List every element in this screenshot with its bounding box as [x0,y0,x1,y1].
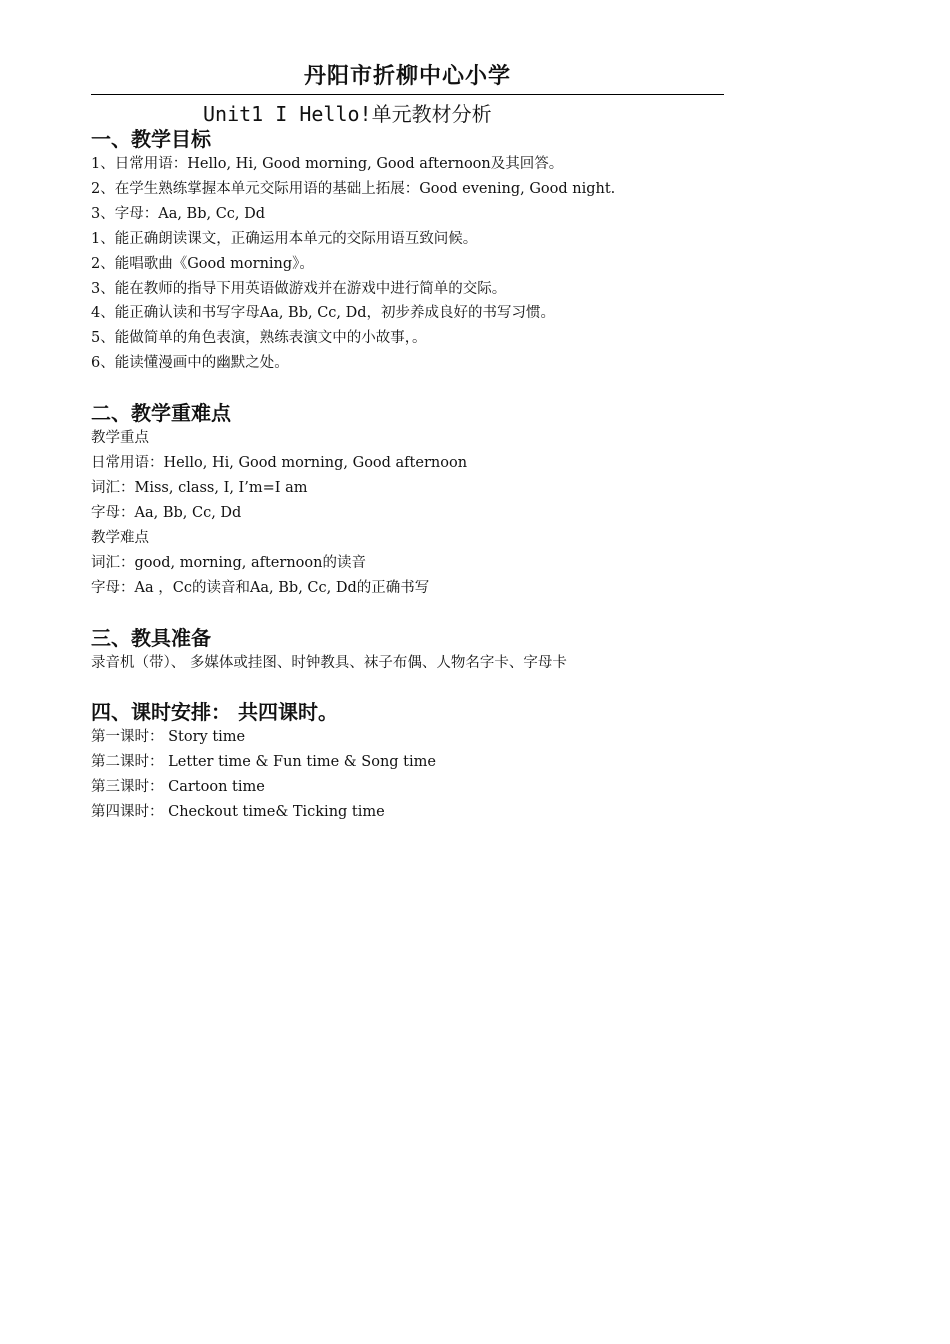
section-heading: 三、教具准备 [91,625,211,650]
section-heading: 一、教学目标 [91,127,211,151]
goal-line: 3、能在教师的指导下用英语做游戏并在游戏中进行简单的交际。 [91,280,507,297]
spacer [91,376,851,400]
teaching-aids-line: 录音机（带）、 多媒体或挂图、时钟教具、袜子布偶、人物名字卡、字母卡 [91,654,567,671]
section-heading: 二、教学重难点 [91,401,231,426]
key-point-line: 字母：Aa, Bb, Cc, Dd [91,504,242,521]
section-key-points [91,400,851,600]
school-name: 丹阳市折柳中心小学 [303,64,511,89]
section-lesson-schedule [91,699,851,825]
lesson-line: 第四课时： Checkout time& Ticking time [91,804,385,821]
key-point-line: 词汇：good, morning, afternoon的读音 [91,554,366,571]
goal-line: 2、在学生熟练掌握本单元交际用语的基础上拓展：Good evening, Good night. [91,180,616,197]
goal-line: 6、能读懂漫画中的幽默之处。 [91,355,289,372]
spacer [91,601,851,625]
goal-line: 1、能正确朗读课文，正确运用本单元的交际用语互致问候。 [91,230,478,247]
spacer [91,675,851,699]
section-teaching-aids [91,625,851,676]
key-point-line: 词汇：Miss, class, I, I’m=I am [91,479,308,496]
goal-line: 4、能正确认读和书写字母Aa, Bb, Cc, Dd，初步养成良好的书写习惯。 [91,305,556,322]
unit-title: Unit1 I Hello!单元教材分析 [203,102,492,126]
section-heading: 四、课时安排： 共四课时。 [91,700,338,725]
goal-line: 5、能做简单的角色表演，熟练表演文中的小故事，。 [91,330,427,347]
section-teaching-goals [91,126,851,376]
goal-line: 1、日常用语：Hello, Hi, Good morning, Good afternoon及其回答。 [91,156,564,172]
lesson-line: 第一课时： Story time [91,729,246,746]
lesson-line: 第三课时： Cartoon time [91,779,265,796]
lesson-line: 第二课时： Letter time & Fun time & Song time [91,754,436,771]
school-header [91,62,724,95]
goal-line: 3、字母：Aa, Bb, Cc, Dd [91,205,266,222]
key-point-line: 日常用语：Hello, Hi, Good morning, Good afternoon [91,455,468,472]
key-point-line: 教学重点 [91,430,149,447]
document-body [91,126,851,825]
key-point-line: 教学难点 [91,529,149,546]
key-point-line: 字母：Aa ，Cc的读音和Aa, Bb, Cc, Dd的正确书写 [91,579,430,596]
goal-line: 2、能唱歌曲《Good morning》。 [91,255,314,272]
